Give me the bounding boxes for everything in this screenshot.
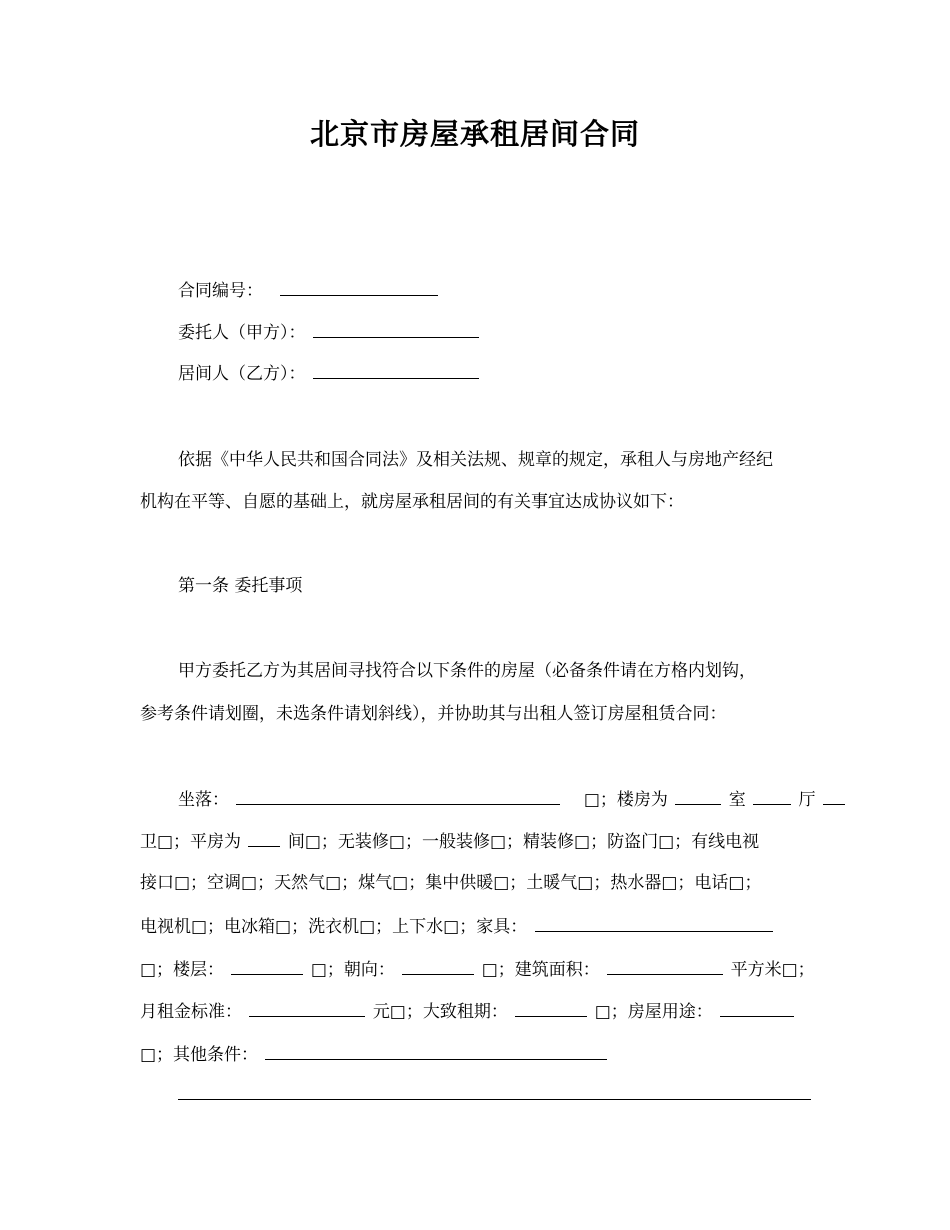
contract-number-label: 合同编号： (178, 281, 263, 301)
contract-number-blank (280, 279, 438, 296)
other-conditions-blank (265, 1043, 607, 1060)
location-blank (236, 788, 560, 805)
article-1-heading: 第一条 委托事项 (178, 576, 303, 596)
jian-blank (248, 830, 280, 847)
floor-label: □；楼层： (140, 960, 225, 980)
hall-label: 厅 (798, 790, 816, 810)
sqm-label: 平方米□； (730, 960, 815, 980)
conditions-row-2 (140, 830, 830, 852)
conditions-row-5 (140, 958, 830, 980)
document-title: 北京市房屋承租居间合同 (309, 117, 640, 151)
area-blank (607, 958, 723, 975)
party-a-row (178, 321, 868, 343)
hall-blank (753, 788, 791, 805)
party-a-blank (313, 321, 479, 338)
location-row (178, 788, 868, 810)
usage-label: □；房屋用途： (594, 1002, 713, 1022)
orientation-label: □；朝向： (310, 960, 395, 980)
intro-line-2: 机构在平等、自愿的基础上，就房屋承租居间的有关事宜达成协议如下： (140, 492, 684, 512)
rent-blank (249, 1000, 365, 1017)
usage-blank (720, 1000, 794, 1017)
conditions-row-4 (140, 915, 830, 937)
appliances-text: 电视机□；电冰箱□；洗衣机□；上下水□；家具： (140, 917, 528, 937)
conditions-row-3: 接口□；空调□；天然气□；煤气□；集中供暖□；土暖气□；热水器□；电话□； (140, 873, 762, 893)
floor-blank (231, 958, 303, 975)
party-a-label: 委托人（甲方）： (178, 323, 306, 343)
party-b-blank (313, 362, 479, 379)
term-blank (515, 1000, 587, 1017)
other-conditions-label: □；其他条件： (140, 1045, 259, 1065)
orientation-blank (402, 958, 474, 975)
contract-number-row (178, 279, 868, 301)
conditions-row-6 (140, 1000, 830, 1022)
building-type-text: □；楼房为 (583, 790, 668, 810)
other-conditions-line (178, 1099, 811, 1100)
party-b-row (178, 362, 868, 384)
location-label: 坐落： (178, 790, 229, 810)
room-blank (675, 788, 721, 805)
intro-line-1: 依据《中华人民共和国合同法》及相关法规、规章的规定，承租人与房地产经纪 (178, 450, 773, 470)
party-b-label: 居间人（乙方）： (178, 364, 306, 384)
article-1-line-2: 参考条件请划圈，未选条件请划斜线），并协助其与出租人签订房屋租赁合同： (140, 704, 727, 724)
bath-label: 卫□；平房为 (140, 832, 242, 852)
term-label: 元□；大致租期： (372, 1002, 508, 1022)
rent-label: 月租金标准： (140, 1002, 242, 1022)
area-label: □；建筑面积： (481, 960, 600, 980)
conditions-row-7 (140, 1043, 830, 1065)
article-1-line-1: 甲方委托乙方为其居间寻找符合以下条件的房屋（必备条件请在方格内划钩， (178, 661, 756, 681)
furniture-blank (535, 915, 773, 932)
room-label: 室 (728, 790, 746, 810)
decoration-text: 间□；无装修□；一般装修□；精装修□；防盗门□；有线电视 (287, 832, 760, 852)
bath-blank (823, 788, 845, 805)
